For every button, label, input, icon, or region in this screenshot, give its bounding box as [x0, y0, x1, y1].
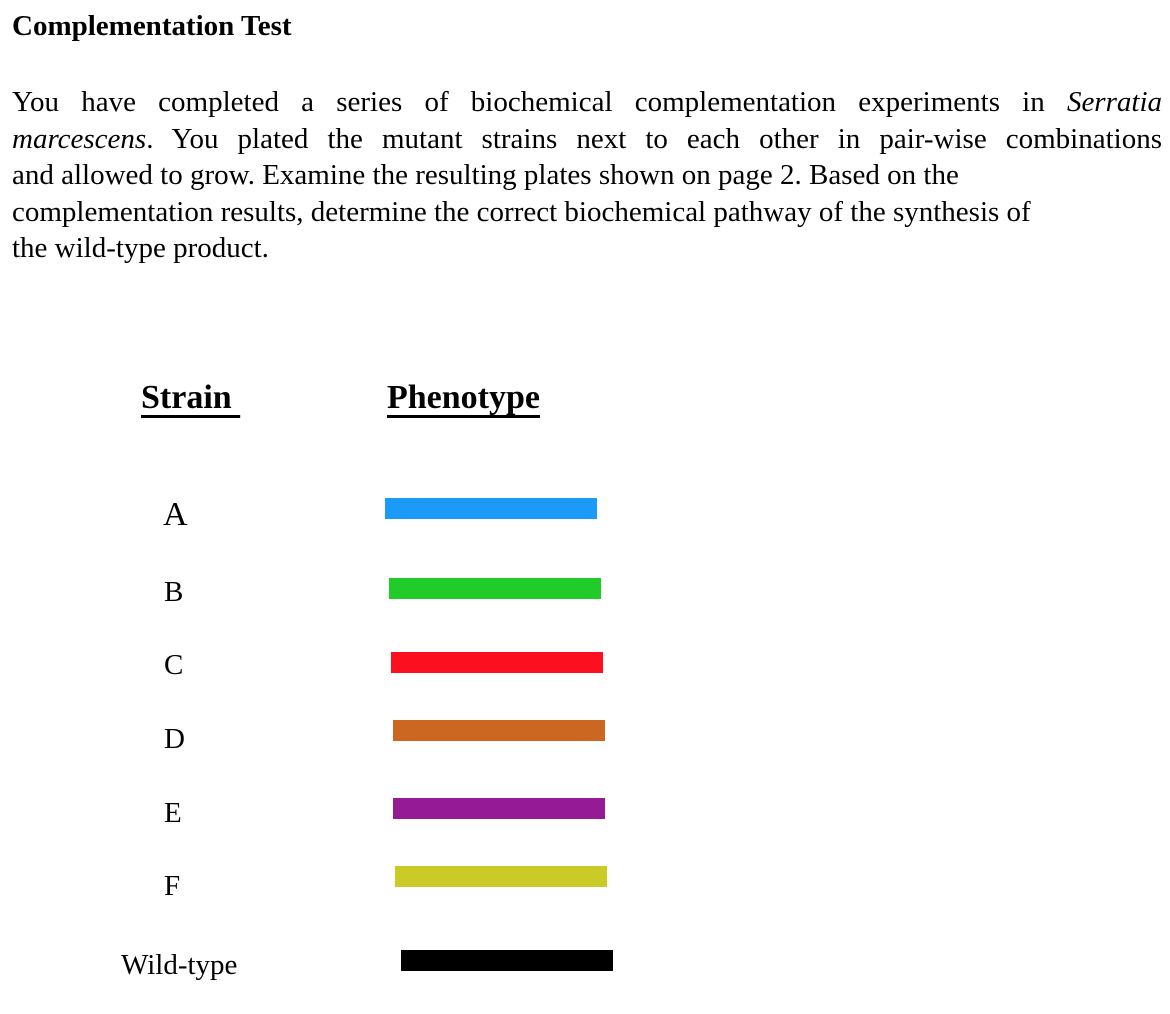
phenotype-bar-c: [391, 652, 603, 673]
paragraph-line-1-text: You have completed a series of biochemical complementation experiments in: [12, 86, 1067, 118]
strain-label-f: F: [164, 870, 181, 902]
paragraph-line-5: the wild-type product.: [12, 232, 269, 264]
paragraph-line-2: [12, 121, 1162, 158]
strain-label-d: D: [164, 723, 185, 755]
paragraph-line-2-text: . You plated the mutant strains next to each other in pair-wise combinations: [146, 122, 1162, 155]
strain-label-c: C: [164, 649, 184, 681]
page-title: Complementation Test: [12, 10, 292, 42]
phenotype-bar-d: [393, 720, 605, 741]
strain-label-wild-type: Wild-type: [121, 949, 238, 981]
phenotype-bar-e: [393, 798, 605, 819]
phenotype-bar-a: [385, 498, 597, 519]
phenotype-bar-wild-type: [401, 950, 613, 971]
paragraph-line-1: [12, 84, 1162, 121]
instructions-paragraph: [12, 84, 1162, 267]
phenotype-bar-b: [389, 578, 601, 599]
phenotype-bar-f: [395, 866, 607, 887]
strain-label-e: E: [164, 797, 182, 829]
species-genus: Serratia: [1066, 86, 1162, 118]
strain-label-a: A: [163, 496, 188, 533]
strain-label-b: B: [164, 576, 184, 608]
strain-column-header: Strain: [141, 379, 241, 416]
species-epithet: marcescens: [12, 122, 147, 155]
paragraph-line-3: and allowed to grow. Examine the resulting plates shown on page 2. Based on the: [12, 159, 959, 191]
paragraph-line-4: complementation results, determine the correct biochemical pathway of the synthesis of: [12, 195, 1031, 228]
phenotype-column-header: Phenotype: [387, 379, 540, 416]
